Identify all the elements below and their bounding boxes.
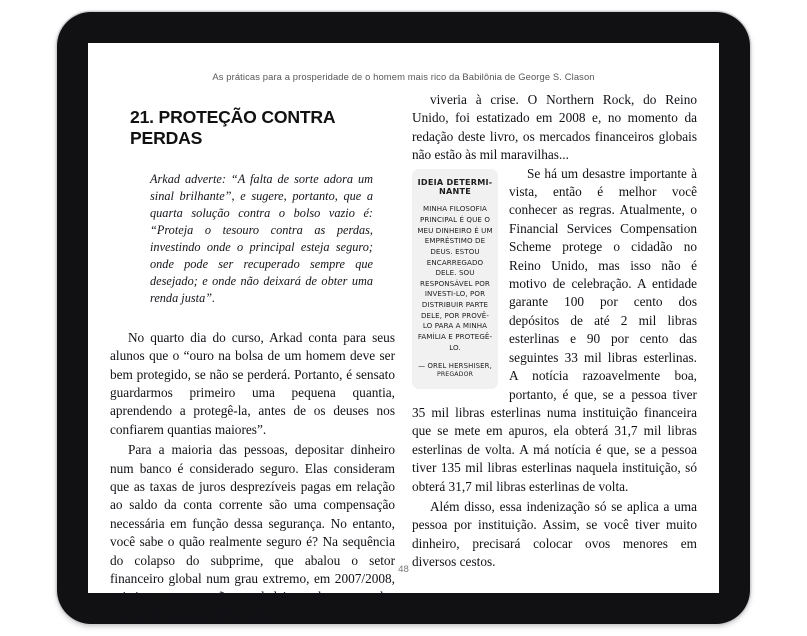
page-title: 21. PROTEÇÃO CONTRA PERDAS: [130, 107, 335, 148]
ebook-page: [88, 43, 719, 623]
left-column: [110, 91, 395, 623]
paragraph: Para a maioria das pessoas, depositar dinheiro num banco é considerado seguro. Elas consideram que as taxas de juros desprezíveis pagas em relação ao saldo da conta corrente são uma compensação necessária em função dessa segurança. No entanto, você sabe o quão realmente seguro é? Na sequência do colapso do subprime, que abalou o setor financeiro global num grau extremo, em 2007/2008, existiram preocupações verdadeiras sobre se um dos bancos de primeira linha sobre-: [110, 442, 395, 623]
sidenote-author-role: PREGADOR: [436, 371, 474, 379]
paragraph: Se há um desastre importante à vista, então é melhor você conhecer as regras. Atualmente, o Financial Services Compensation Scheme protege o cidadão no Reino Unido, mas isso não é motivo de celebração. A entidade garante 100 por cento dos depósitos de até 2 mil libras esterlinas e 90 por cento das seguintes 33 mil libras esterlinas. A notícia razoavelmente boa, portanto, é que, se a pessoa tiver 35 mil libras esterlinas numa instituição financeira que se mete em apuros, ela obterá 31,7 mil libras esterlinas de volta. A má notícia é que, se a pessoa tiver 135 mil libras esterlinas naquela instituição, só obterá 31,7 mil libras esterlinas de volta.: [412, 165, 697, 494]
sidenote-author: — OREL HERSHISER,: [418, 362, 492, 371]
epigraph: Arkad adverte: “A falta de sorte adora um sinal brilhante”, e sugere, portanto, que a quarta solução contra o bolso vazio é: “Proteja o tesouro contra as perdas, investindo onde o principal esteja seguro; onde pode ser recuperado sempre que desejado; e onde não deixará de obter uma renda justa”.: [150, 172, 373, 305]
paragraph: No quarto dia do curso, Arkad conta para seus alunos que o “ouro na bolsa de um homem deve ser bem protegido, se não se perderá. Portanto, é sensato guardarmos primeiro uma pequena quantia, aprendendo a protegê-la, antes de os deuses nos confiarem quantias maiores”.: [110, 329, 395, 437]
right-body: [412, 91, 697, 572]
left-body: [110, 329, 395, 626]
right-column: [412, 91, 697, 570]
tablet-device-frame: [57, 12, 750, 624]
page-number: 48: [398, 564, 409, 575]
sidenote-title: IDEIA DETERMI-NANTE: [417, 176, 493, 197]
running-head: As práticas para a prosperidade de o homem mais rico da Babilônia de George S. Clason: [212, 71, 595, 82]
sidenote-attribution: [417, 361, 493, 380]
sidenote-body: MINHA FILOSOFIA PRINCIPAL É QUE O MEU DINHEIRO É UM EMPRÉSTIMO DE DEUS. ESTOU ENCARREGADO DELE. SOU RESPONSÁVEL POR INVESTI-LO, POR DISTRIBUIR PARTE DELE, POR PROVÊ-LO PARA A MINHA FAMÍLIA E PROTEGÊ-LO.: [417, 204, 493, 352]
paragraph: Além disso, essa indenização só se aplica a uma pessoa por instituição. Assim, se você tiver muito dinheiro, precisará colocar ovos menores em diversos cestos.: [412, 498, 697, 570]
tablet-screen: [88, 43, 719, 623]
sidenote-callout: [412, 169, 498, 390]
paragraph: viveria à crise. O Northern Rock, do Reino Unido, foi estatizado em 2008 e, no momento da redação deste livro, os mercados financeiros globais não estão às mil maravilhas...: [412, 92, 697, 163]
